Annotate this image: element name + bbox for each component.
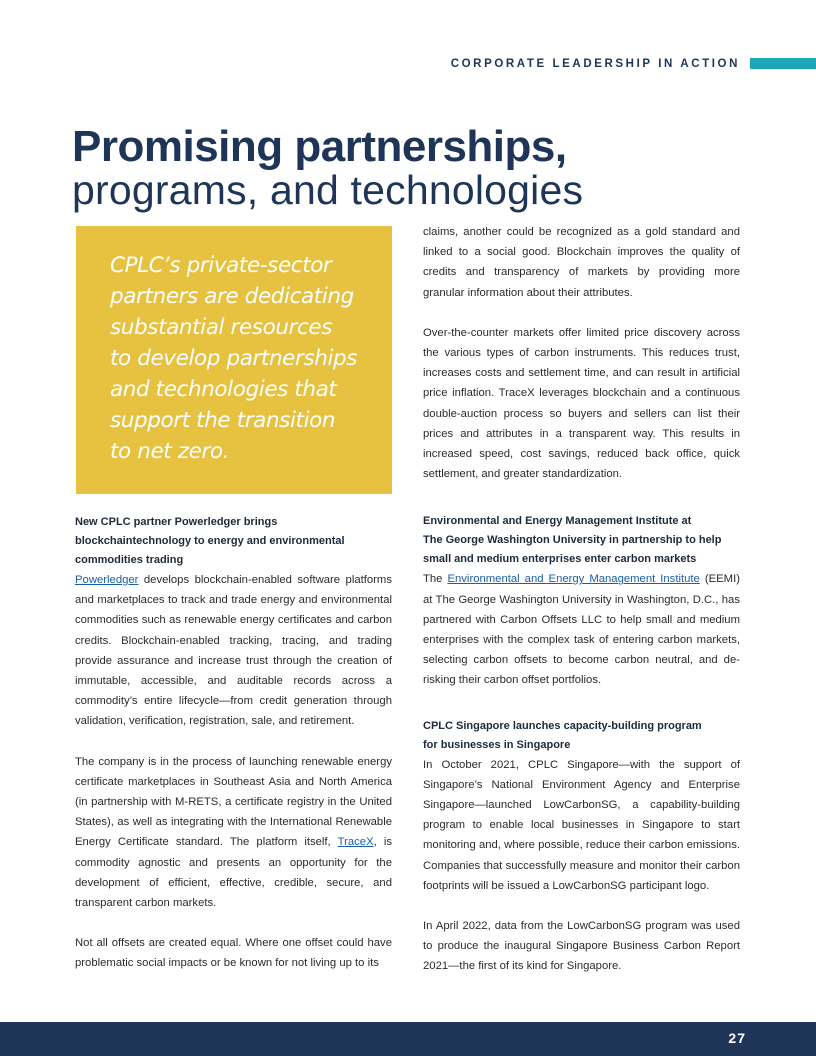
- pull-quote-line: CPLC’s private-sector: [110, 253, 332, 278]
- pull-quote-text: [110, 250, 382, 467]
- pull-quote-line: to net zero.: [110, 439, 230, 464]
- paragraph-text: The: [423, 573, 448, 586]
- paragraph-otc-markets: Over-the-counter markets offer limited price discovery across the various types of carbon instruments. This reduces trust, increases costs and settlement time, and can result in artificial price inflation. TraceX leverages blockchain and a continuous double-auction process so buyers and sellers can list their prices and attributes in a transparent way. This results in increased speed, cost savings, reduced back office, quick settlement, and greater standardization.: [423, 326, 740, 481]
- paragraph-text: (EEMI) at The George Washington University in Washington, D.C., has partnered with Carbon Offsets LLC to help small and medium enterprises with the complex task of entering carbon markets, selecting carbon offsets to become carbon neutral, and de-risking their carbon offset portfolios.: [423, 573, 740, 687]
- pull-quote-line: and technologies that: [110, 377, 337, 402]
- powerledger-link[interactable]: Powerledger: [75, 574, 139, 586]
- pull-quote-box: [76, 226, 392, 494]
- paragraph-lowcarbonsg: In October 2021, CPLC Singapore—with the support of Singapore’s National Environment Agency and Enterprise Singapore—launched LowCarbonSG, a capability-building program to enable local businesses in Singapore to start monitoring and, where possible, reduce their carbon emissions. Companies that successfully measure and monitor their carbon footprints will be issued a LowCarbonSG participant logo.: [423, 758, 740, 892]
- page-number: 27: [728, 1030, 746, 1046]
- pull-quote-line: to develop partnerships: [110, 346, 358, 371]
- section-heading-powerledger: [75, 513, 392, 570]
- right-column: [423, 222, 740, 977]
- paragraph-offsets: Not all offsets are created equal. Where one offset could have problematic social impacts or be known for not living up to its: [75, 937, 392, 970]
- pull-quote-line: partners are dedicating: [110, 284, 354, 309]
- paragraph-carbon-report: In April 2022, data from the LowCarbonSG program was used to produce the inaugural Singapore Business Carbon Report 2021—the first of its kind for Singapore.: [423, 920, 740, 973]
- paragraph-claims: claims, another could be recognized as a gold standard and linked to a social good. Blockchain improves the quality of credits and transparency of markets by providing more granular information about their attributes.: [423, 226, 740, 299]
- heading-line: Environmental and Energy Management Institute at: [423, 515, 692, 528]
- section-heading-eemi: [423, 512, 740, 569]
- heading-line: for businesses in Singapore: [423, 738, 571, 751]
- section-header: CORPORATE LEADERSHIP IN ACTION: [450, 58, 740, 70]
- paragraph-powerledger: [75, 570, 392, 732]
- paragraph-text: develops blockchain-enabled software platforms and marketplaces to track and trade energy and environmental commodities such as renewable energy certificates and carbon credits. Blockchain-enabled tracking, tracing, and trading provide assurance and increase trust through the creation of immutable, accessible, and auditable records across a commodity’s entire lifecycle—from credit generation through validation, verification, registration, sale, and retirement.: [75, 574, 392, 728]
- tracex-link[interactable]: TraceX: [337, 836, 374, 849]
- eemi-link[interactable]: Environmental and Energy Management Institute: [447, 573, 700, 586]
- heading-line: The George Washington University in partnership to help: [423, 534, 722, 547]
- page-title-line-2: programs, and technologies: [72, 167, 584, 213]
- left-column: [75, 513, 392, 974]
- heading-line: small and medium enterprises enter carbon markets: [423, 553, 697, 566]
- paragraph-text: The company is in the process of launching renewable energy certificate marketplaces in Southeast Asia and North America (in partnership with M-RETS, a certificate registry in the United States), as well as integrating with the International Renewable Energy Certificate standard. The platform itself,: [75, 755, 392, 849]
- heading-line: commodities trading: [75, 554, 184, 566]
- header-accent-bar: [750, 58, 816, 69]
- heading-line: blockchaintechnology to energy and environmental: [75, 535, 345, 547]
- paragraph-company: [75, 752, 392, 914]
- section-heading-singapore: [423, 717, 740, 755]
- page-title-line-1: Promising partnerships,: [72, 122, 567, 171]
- pull-quote-line: substantial resources: [110, 315, 333, 340]
- pull-quote-line: support the transition: [110, 408, 336, 433]
- heading-line: New CPLC partner Powerledger brings: [75, 516, 278, 528]
- footer-bar: [0, 1022, 816, 1056]
- paragraph-text: , is commodity agnostic and presents an opportunity for the development of efficient, effective, credible, secure, and transparent carbon markets.: [75, 836, 393, 910]
- heading-line: CPLC Singapore launches capacity-building program: [423, 719, 702, 732]
- paragraph-eemi: [423, 569, 740, 690]
